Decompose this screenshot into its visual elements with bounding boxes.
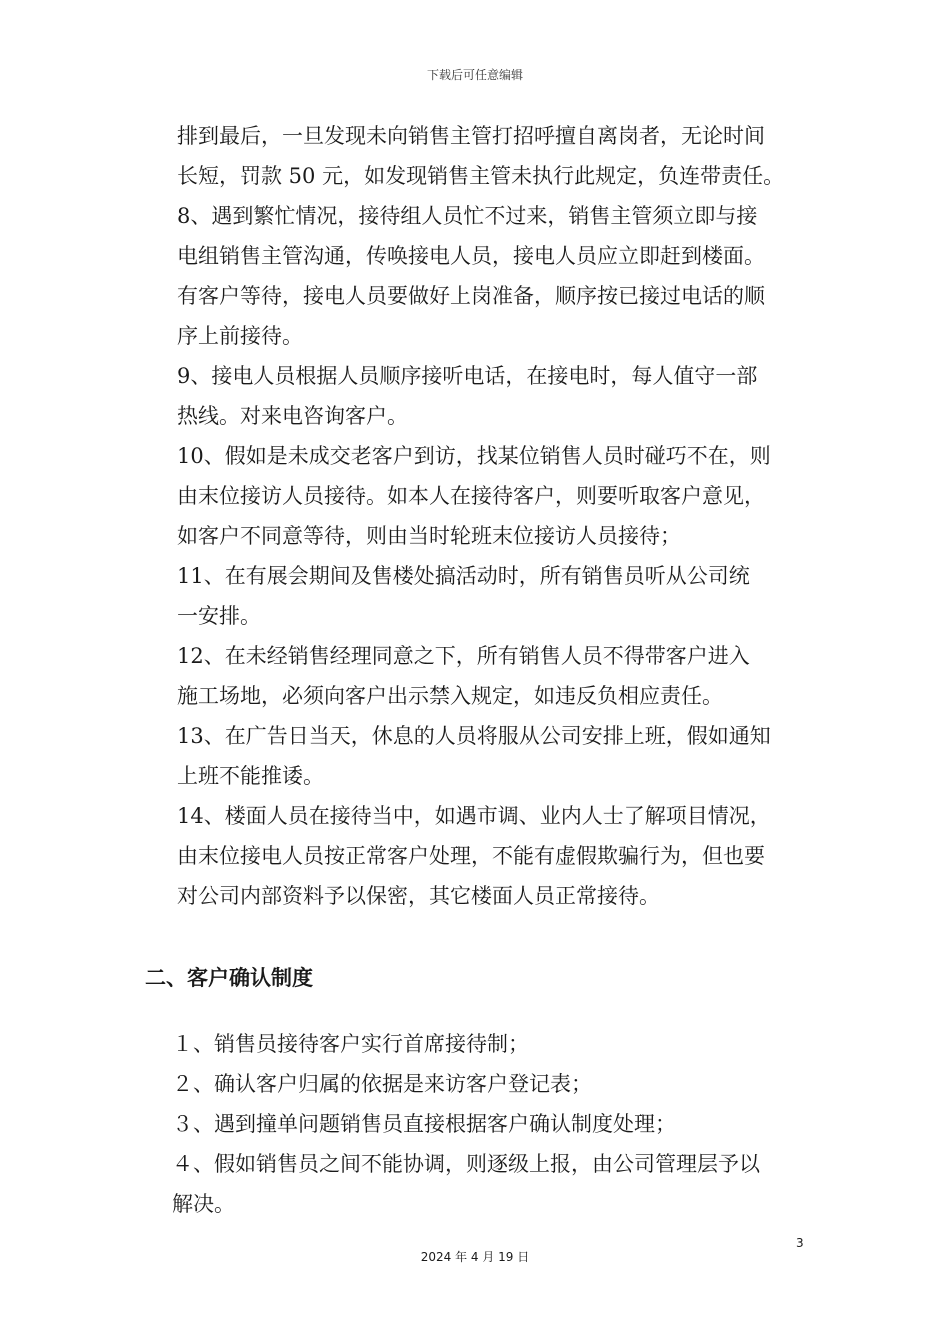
text-line: 热线。对来电咨询客户。 (177, 404, 408, 428)
list-item (172, 1144, 822, 1224)
text-line: 有客户等待，接电人员要做好上岗准备，顺序按已接过电话的顺 (177, 284, 765, 308)
list-item (172, 1064, 822, 1104)
list-item (172, 1104, 822, 1144)
text-line: ２、确认客户归属的依据是来访客户登记表； (172, 1072, 592, 1096)
text-line: 9、接电人员根据人员顺序接听电话，在接电时，每人值守一部 (177, 364, 758, 388)
paragraph (177, 356, 817, 436)
text-line: 13、在广告日当天，休息的人员将服从公司安排上班，假如通知 (177, 724, 771, 748)
paragraph (177, 716, 817, 796)
text-line: 上班不能推诿。 (177, 764, 324, 788)
text-line: ３、遇到撞单问题销售员直接根据客户确认制度处理； (172, 1112, 676, 1136)
rule-list (172, 1024, 822, 1224)
text-line: 长短，罚款 50 元，如发现销售主管未执行此规定，负连带责任。 (177, 164, 785, 188)
page-number: 3 (796, 1236, 804, 1250)
paragraph (177, 436, 817, 556)
text-line: 如客户不同意等待，则由当时轮班末位接访人员接待； (177, 524, 681, 548)
page-header: 下载后可任意编辑 (426, 68, 523, 82)
text-line: 14、楼面人员在接待当中，如遇市调、业内人士了解项目情况， (177, 804, 771, 828)
text-line: ４、假如销售员之间不能协调，则逐级上报，由公司管理层予以 (172, 1152, 760, 1176)
text-line: 10、假如是未成交老客户到访，找某位销售人员时碰巧不在，则 (177, 444, 771, 468)
text-line: 由末位接电人员按正常客户处理，不能有虚假欺骗行为，但也要 (177, 844, 765, 868)
text-line: 8、遇到繁忙情况，接待组人员忙不过来，销售主管须立即与接 (177, 204, 758, 228)
text-line: 排到最后，一旦发现未向销售主管打招呼擅自离岗者，无论时间 (177, 124, 765, 148)
text-line: 11、在有展会期间及售楼处搞活动时，所有销售员听从公司统 (177, 564, 750, 588)
paragraph (177, 116, 817, 196)
text-line: １、销售员接待客户实行首席接待制； (172, 1032, 529, 1056)
text-line: 电组销售主管沟通，传唤接电人员，接电人员应立即赶到楼面。 (177, 244, 765, 268)
paragraph (177, 636, 817, 716)
text-line: 对公司内部资料予以保密，其它楼面人员正常接待。 (177, 884, 660, 908)
section-title: 二、客户确认制度 (145, 966, 313, 990)
text-line: 解决。 (172, 1192, 235, 1216)
paragraph (177, 196, 817, 356)
page-footer-date: 2024 年 4 月 19 日 (420, 1250, 530, 1264)
paragraph (177, 796, 817, 916)
paragraph (177, 556, 817, 636)
text-line: 由末位接访人员接待。如本人在接待客户，则要听取客户意见， (177, 484, 765, 508)
body-text (177, 116, 817, 916)
text-line: 施工场地，必须向客户出示禁入规定，如违反负相应责任。 (177, 684, 723, 708)
text-line: 一安排。 (177, 604, 261, 628)
text-line: 序上前接待。 (177, 324, 303, 348)
text-line: 12、在未经销售经理同意之下，所有销售人员不得带客户进入 (177, 644, 750, 668)
list-item (172, 1024, 822, 1064)
